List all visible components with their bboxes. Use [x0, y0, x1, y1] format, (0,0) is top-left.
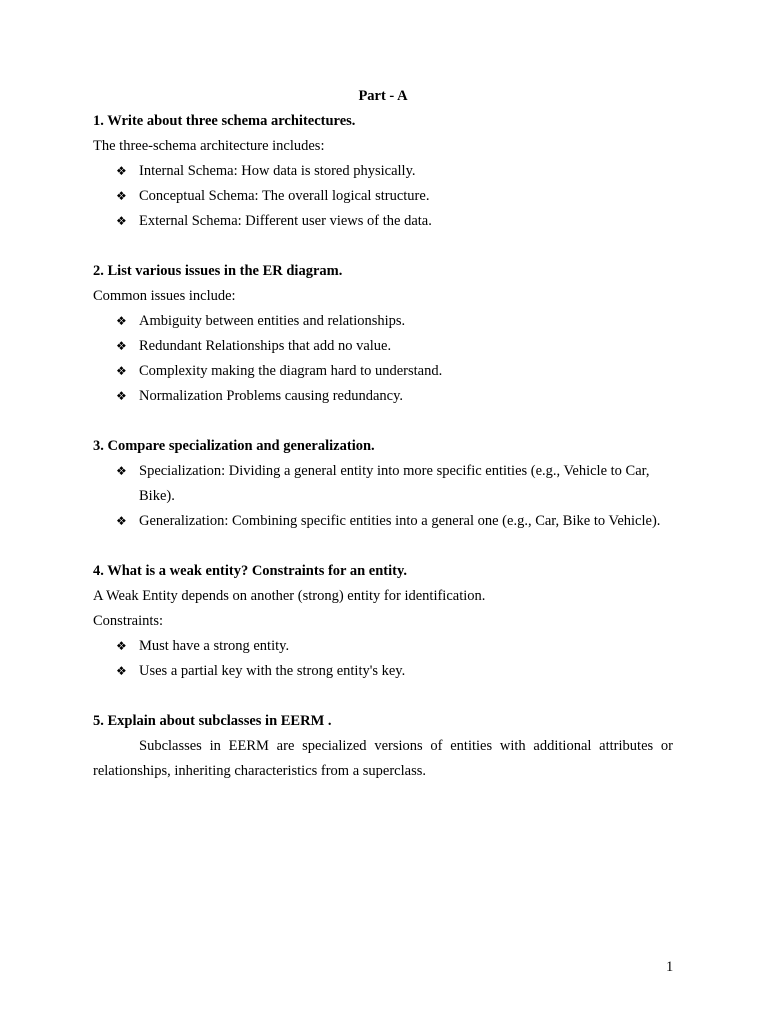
question-4-constraints-label: Constraints:	[93, 613, 164, 629]
list-item: ❖ Generalization: Combining specific entities into a general one (e.g., Car, Bike to Vehicle).	[93, 509, 673, 534]
question-2-list	[93, 309, 673, 409]
diamond-bullet-icon: ❖	[116, 214, 127, 228]
question-4: 4. What is a weak entity? Constraints for an entity.	[93, 563, 408, 579]
list-item: ❖ Ambiguity between entities and relationships.	[93, 309, 673, 334]
question-1-intro: The three-schema architecture includes:	[93, 138, 325, 154]
diamond-bullet-icon: ❖	[116, 639, 127, 653]
question-4-intro: A Weak Entity depends on another (strong) entity for identification.	[93, 588, 486, 604]
page-title: Part - A	[358, 88, 408, 104]
list-item: ❖ Redundant Relationships that add no value.	[93, 334, 673, 359]
question-2-intro: Common issues include:	[93, 288, 236, 304]
question-1-list	[93, 159, 673, 234]
list-item: ❖ Specialization: Dividing a general entity into more specific entities (e.g., Vehicle to Car, Bike).	[93, 459, 673, 509]
diamond-bullet-icon: ❖	[116, 664, 127, 678]
diamond-bullet-icon: ❖	[116, 514, 127, 528]
diamond-bullet-icon: ❖	[116, 389, 127, 403]
question-2: 2. List various issues in the ER diagram.	[93, 263, 343, 279]
page-number: 1	[666, 959, 674, 975]
list-item: ❖ Must have a strong entity.	[93, 634, 673, 659]
list-item: ❖ Internal Schema: How data is stored physically.	[93, 159, 673, 184]
list-item: ❖ Complexity making the diagram hard to understand.	[93, 359, 673, 384]
list-item: ❖ Uses a partial key with the strong entity's key.	[93, 659, 673, 684]
question-5: 5. Explain about subclasses in EERM .	[93, 713, 332, 729]
diamond-bullet-icon: ❖	[116, 189, 127, 203]
list-item: ❖ Normalization Problems causing redundancy.	[93, 384, 673, 409]
list-item: ❖ External Schema: Different user views of the data.	[93, 209, 673, 234]
question-1: 1. Write about three schema architectures.	[93, 113, 356, 129]
diamond-bullet-icon: ❖	[116, 314, 127, 328]
question-4-list	[93, 634, 673, 684]
question-3: 3. Compare specialization and generalization.	[93, 438, 375, 454]
question-5-paragraph: Subclasses in EERM are specialized versions of entities with additional attributes or relationships, inheriting characteristics from a superclass.	[93, 738, 673, 779]
question-3-list	[93, 459, 673, 534]
diamond-bullet-icon: ❖	[116, 364, 127, 378]
list-item: ❖ Conceptual Schema: The overall logical structure.	[93, 184, 673, 209]
document-page	[93, 84, 673, 784]
diamond-bullet-icon: ❖	[116, 339, 127, 353]
diamond-bullet-icon: ❖	[116, 164, 127, 178]
diamond-bullet-icon: ❖	[116, 464, 127, 478]
